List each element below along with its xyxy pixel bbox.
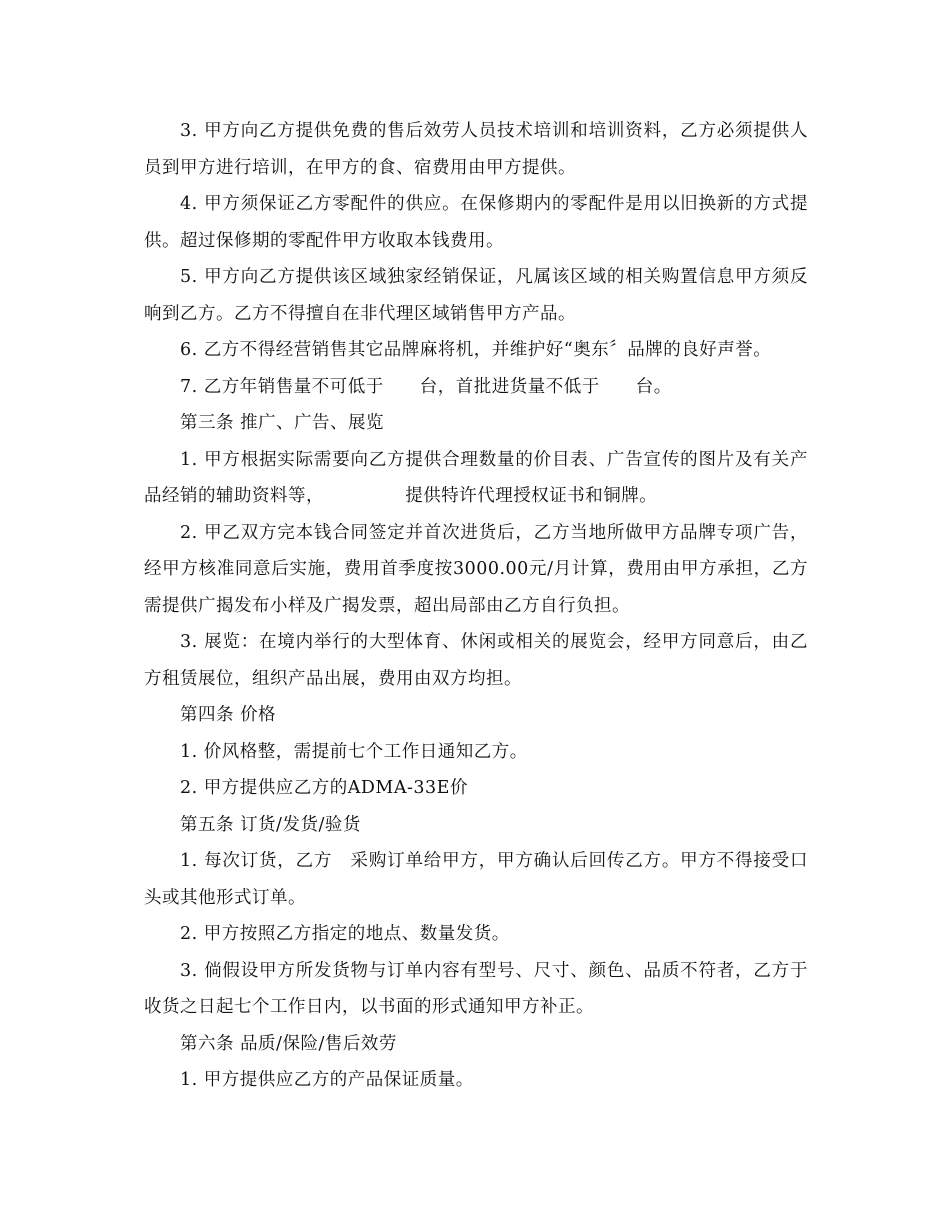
clause-3-item-2: 2. 甲乙双方完本钱合同签定并首次进货后，乙方当地所做甲方品牌专项广告，经甲方核准同意后实施，费用首季度按3000.00元/月计算，费用由甲方承担，乙方需提供广揭发布小样及广揭发票，超出局部由乙方自行负担。 — [144, 522, 808, 616]
clause-2-item-6: 6. 乙方不得经营销售其它品牌麻将机，并维护好“奥东〞品牌的良好声誉。 — [180, 340, 772, 360]
section-heading-6: 第六条 品质/保险/售后效劳 — [180, 1033, 397, 1054]
section-heading-5: 第五条 订货/发货/验货 — [180, 814, 361, 835]
clause-4-item-2: 2. 甲方提供应乙方的ADMA-33E价 — [180, 778, 468, 798]
clause-4-item-1: 1. 价风格整，需提前七个工作日通知乙方。 — [180, 741, 528, 762]
section-heading-4: 第四条 价格 — [180, 705, 277, 725]
clause-3-item-3: 3. 展览：在境内举行的大型体育、休闲或相关的展览会，经甲方同意后，由乙方租赁展位，组织产品出展，费用由双方均担。 — [144, 632, 808, 689]
clause-2-item-3: 3. 甲方向乙方提供免费的售后效劳人员技术培训和培训资料，乙方必须提供人员到甲方进行培训，在甲方的食、宿费用由甲方提供。 — [144, 121, 808, 178]
clause-2-item-7: 7. 乙方年销售量不可低于 台，首批进货量不低于 台。 — [180, 376, 672, 397]
clause-3-item-1: 1. 甲方根据实际需要向乙方提供合理数量的价目表、广告宣传的图片及有关产品经销的辅助资料等， 提供特许代理授权证书和铜牌。 — [144, 449, 808, 506]
section-heading-3: 第三条 推广、广告、展览 — [180, 413, 385, 433]
clause-2-item-5: 5. 甲方向乙方提供该区域独家经销保证，凡属该区域的相关购置信息甲方须反响到乙方。乙方不得擅自在非代理区域销售甲方产品。 — [144, 267, 808, 324]
clause-5-item-3: 3. 倘假设甲方所发货物与订单内容有型号、尺寸、颜色、品质不符者，乙方于收货之日起七个工作日内，以书面的形式通知甲方补正。 — [144, 960, 808, 1017]
clause-5-item-2: 2. 甲方按照乙方指定的地点、数量发货。 — [180, 924, 510, 944]
clause-6-item-1: 1. 甲方提供应乙方的产品保证质量。 — [180, 1070, 474, 1090]
contract-body — [144, 113, 808, 1099]
clause-2-item-4: 4. 甲方须保证乙方零配件的供应。在保修期内的零配件是用以旧换新的方式提供。超过保修期的零配件甲方收取本钱费用。 — [144, 194, 808, 251]
clause-5-item-1: 1. 每次订货，乙方 采购订单给甲方，甲方确认后回传乙方。甲方不得接受口头或其他形式订单。 — [144, 851, 808, 908]
